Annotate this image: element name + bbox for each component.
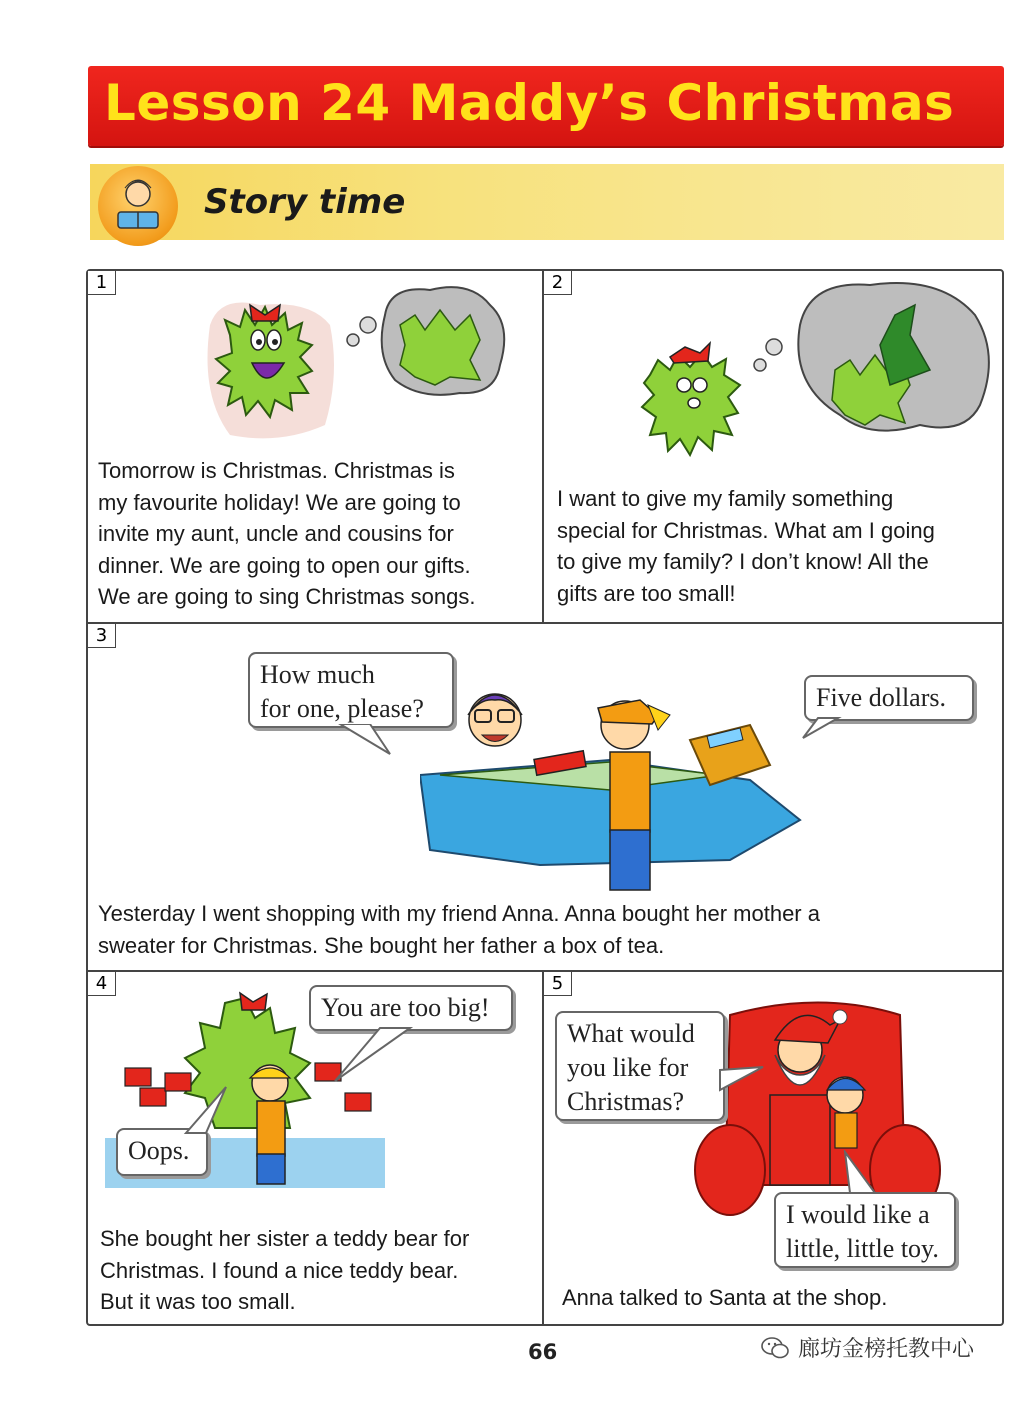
bubble-tail [330, 1026, 420, 1086]
bubble-line: How much [260, 660, 375, 689]
caption-line: Tomorrow is Christmas. Christmas is [98, 458, 455, 483]
panel-1-caption [98, 455, 475, 613]
caption-line: gifts are too small! [557, 580, 736, 606]
page-number: 66 [528, 1340, 558, 1364]
caption-line: sweater for Christmas. She bought her father a box of tea. [98, 932, 665, 958]
panel-number: 5 [544, 972, 572, 996]
panel-4-caption [100, 1223, 469, 1318]
caption-line: Christmas. I found a nice teddy bear. [100, 1257, 459, 1283]
bubble-line: little, little toy. [786, 1234, 939, 1263]
caption-line: dinner. We are going to open our gifts. [98, 552, 471, 578]
bubble-tail [176, 1085, 236, 1135]
caption-line: But it was too small. [100, 1289, 296, 1314]
speech-bubble-clerk [804, 675, 974, 721]
wechat-icon [760, 1335, 790, 1361]
bubble-line: I would like a [786, 1200, 930, 1229]
panel-3-caption [98, 898, 820, 961]
panel-2-caption [557, 483, 935, 609]
divider-col-bottom [542, 970, 544, 1326]
speech-bubble-oops [116, 1128, 208, 1176]
bubble-line: Oops. [128, 1136, 190, 1165]
bubble-tail [330, 724, 400, 759]
section-title: Story time [204, 182, 406, 222]
caption-line: my favourite holiday! We are going to [98, 489, 461, 515]
reading-child-icon [98, 166, 178, 246]
speech-bubble-anna [248, 652, 454, 728]
caption-line: We are going to sing Christmas songs. [98, 584, 476, 609]
bubble-tail [840, 1150, 880, 1195]
caption-line: I want to give my family something [557, 486, 894, 511]
speech-bubble-anna-toy [774, 1192, 956, 1268]
caption-line: special for Christmas. What am I going [557, 517, 935, 543]
bubble-tail [718, 1065, 768, 1095]
caption-line: to give my family? I don’t know! All the [557, 549, 929, 574]
panel-number: 4 [88, 972, 116, 996]
shopping-counter-illustration [420, 680, 805, 895]
speech-bubble-santa [555, 1011, 725, 1121]
panel-number: 3 [88, 624, 116, 648]
lesson-title-bar [88, 66, 1004, 146]
caption-line: Yesterday I went shopping with my friend Anna. Anna bought her mother a [98, 901, 820, 926]
caption-line: Anna talked to Santa at the shop. [562, 1285, 888, 1310]
caption-line: invite my aunt, uncle and cousins for [98, 521, 454, 546]
bubble-line: You are too big! [321, 993, 490, 1022]
caption-line: She bought her sister a teddy bear for [100, 1226, 470, 1251]
lesson-title: Lesson 24 Maddy’s Christmas [104, 74, 955, 132]
panel-5-caption [562, 1282, 887, 1314]
bubble-line: Five dollars. [816, 683, 946, 712]
maddy-dreaming-illustration [200, 285, 520, 445]
watermark [760, 1332, 974, 1363]
divider-row-1 [86, 622, 1004, 624]
bubble-line: you like for [567, 1053, 689, 1082]
story-time-bar [90, 164, 1004, 240]
panel-number: 1 [88, 271, 116, 295]
panel-number: 2 [544, 271, 572, 295]
speech-bubble-too-big [309, 985, 513, 1031]
watermark-text: 廊坊金榜托教中心 [798, 1337, 975, 1362]
bubble-tail [798, 716, 858, 746]
bubble-line: What would [567, 1019, 695, 1048]
divider-col-top [542, 269, 544, 624]
bubble-line: Christmas? [567, 1087, 684, 1116]
bubble-line: for one, please? [260, 694, 424, 723]
maddy-thinking-illustration [640, 275, 995, 485]
